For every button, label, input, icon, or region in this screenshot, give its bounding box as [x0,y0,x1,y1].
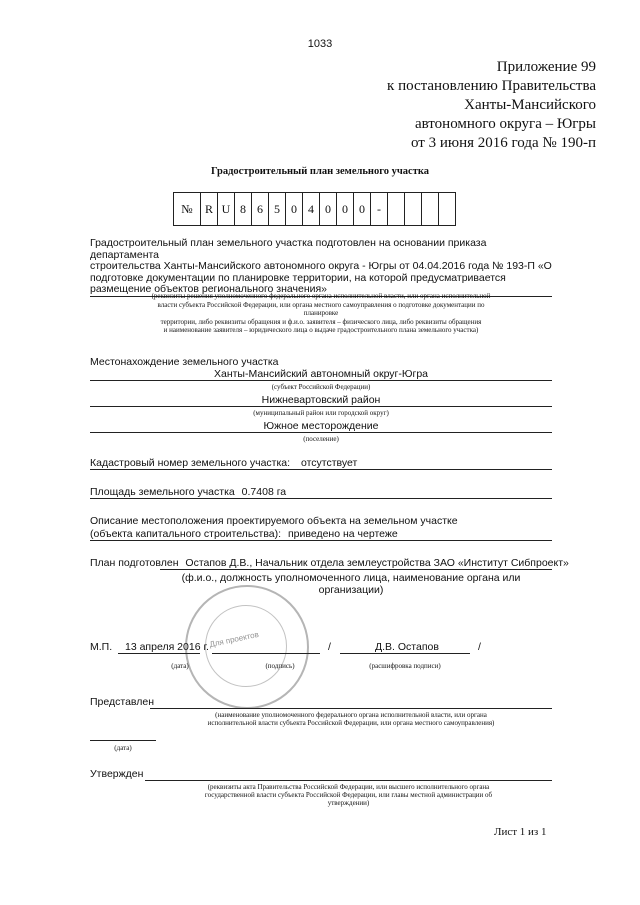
location-district: Нижневартовский район [261,394,381,406]
cadastral-row [90,457,357,469]
plan-number-cell: - [371,193,388,226]
plan-number-cell [405,193,422,226]
signature-name: Д.В. Остапов [375,641,439,653]
seal-stamp-text: Для проектов [208,629,260,650]
presented-date-note: (дата) [114,744,132,752]
document-title: Градостроительный план земельного участка [210,166,429,177]
presented-label: Представлен [90,696,155,708]
signature-sign-note: (подпись) [265,662,295,670]
location-district-line [90,406,552,407]
area-value: 0.7408 га [241,486,287,498]
basis-note-line-4: территории, либо реквизиты обращения и ф.и.о. заявителя – физического лица, либо реквизиты обращения [160,317,482,326]
cadastral-label: Кадастровый номер земельного участка: [90,457,291,469]
basis-line-1: Градостроительный план земельного участка подготовлен на основании приказа департамента [90,237,487,261]
description-value: приведено на чертеже [287,528,398,540]
mp-label: М.П. [90,641,113,653]
approved-note-line-2: государственной власти субъекта Российской Федерации, или главы местной администрации об [204,791,493,799]
area-row [90,486,286,498]
location-district-note: (муниципальный район или городской округ) [253,409,389,417]
approved-line [145,780,552,781]
location-subject-line [90,380,552,381]
presented-line [150,708,552,709]
plan-number-cell: 5 [269,193,286,226]
description-line [90,540,552,541]
signature-decode-note: (расшифровка подписи) [369,662,441,670]
plan-number-cell: 4 [303,193,320,226]
cadastral-line [90,469,552,470]
plan-number-cell: 0 [320,193,337,226]
presented-note-line-1: (наименование уполномоченного федерального органа исполнительной власти, или органа [215,711,487,719]
prepared-row [90,557,569,569]
prepared-label: План подготовлен [90,557,179,569]
plan-number-cell: U [218,193,235,226]
plan-number-cell: 8 [235,193,252,226]
signature-date: 13 апреля 2016 г. [125,641,209,653]
basis-text [90,238,552,297]
basis-note-line-5: и наименование заявителя – юридического лица о выдаче градостроительного плана земельного участка) [163,326,479,334]
prepared-line [160,569,552,570]
location-label: Местонахождение земельного участка [90,356,279,368]
presented-note [150,711,552,727]
signature-date-line [118,653,200,654]
signature-sign-line [212,653,320,654]
page-number: 1033 [307,38,333,50]
plan-number-boxes [173,192,456,226]
plan-number-cell: 0 [354,193,371,226]
prepared-note-line-1: (ф.и.о., должность уполномоченного лица, наименование органа или [181,572,521,584]
basis-note-line-1: (реквизиты решения уполномоченного федерального органа исполнительной власти, или органа исполнительной [151,292,491,300]
appendix-line-2: к постановлению Правительства [387,78,596,94]
location-subject: Ханты-Мансийский автономный округ-Югра [213,368,429,380]
location-settlement-line [90,432,552,433]
approved-note [145,783,552,807]
appendix-line-3: Ханты-Мансийского [464,97,596,113]
basis-line-4: размещение объектов регионального значения» [90,284,552,297]
appendix-header [387,58,596,153]
prepared-note [150,572,552,596]
approved-note-line-1: (реквизиты акта Правительства Российской Федерации, или высшего исполнительного органа [207,783,490,791]
signature-date-note: (дата) [171,662,189,670]
presented-note-line-2: исполнительной власти субъекта Российской Федерации, или органа местного самоуправления) [207,719,495,727]
approved-note-line-3: утверждении) [327,799,370,807]
plan-number-cell: 0 [286,193,303,226]
description-label: (объекта капитального строительства): [90,528,282,540]
basis-note [90,292,552,335]
approved-label: Утвержден [90,768,144,780]
description-line-1: Описание местоположения проектируемого объекта на земельном участке [90,515,458,527]
plan-number-cell: R [201,193,218,226]
plan-number-cell [422,193,439,226]
basis-note-line-3: планировке [303,309,339,317]
plan-number-cell: 0 [337,193,354,226]
signature-slash-left: / [328,641,331,653]
cadastral-value: отсутствует [300,457,358,469]
plan-number-cell [439,193,456,226]
plan-number-label: № [174,193,201,226]
basis-line-3: подготовке документации по планировке территории, на которой предусматривается [90,271,506,284]
signature-slash-right: / [478,641,481,653]
appendix-line-1: Приложение 99 [496,59,596,75]
description-line-2 [90,528,398,540]
prepared-value: Остапов Д.В., Начальник отдела землеустройства ЗАО «Институт Сибпроект» [185,557,569,569]
plan-number-cell [388,193,405,226]
area-line [90,498,552,499]
plan-number-cell: 6 [252,193,269,226]
location-settlement: Южное месторождение [263,420,379,432]
sheet-counter: Лист 1 из 1 [494,826,547,838]
location-subject-note: (субъект Российской Федерации) [271,383,371,391]
signature-decode-line [340,653,470,654]
basis-line-2: строительства Ханты-Мансийского автономного округа - Югры от 04.04.2016 года № 193-П «О [90,260,552,272]
appendix-line-5: от 3 июня 2016 года № 190-п [411,135,596,151]
appendix-line-4: автономного округа – Югры [414,116,596,132]
location-settlement-note: (поселение) [303,435,339,443]
prepared-note-line-2: организации) [318,584,384,596]
basis-note-line-2: власти субъекта Российской Федерации, или органа местного самоуправления о подготовке документации по [157,300,485,309]
presented-date-line [90,740,156,741]
area-label: Площадь земельного участка [90,486,235,498]
